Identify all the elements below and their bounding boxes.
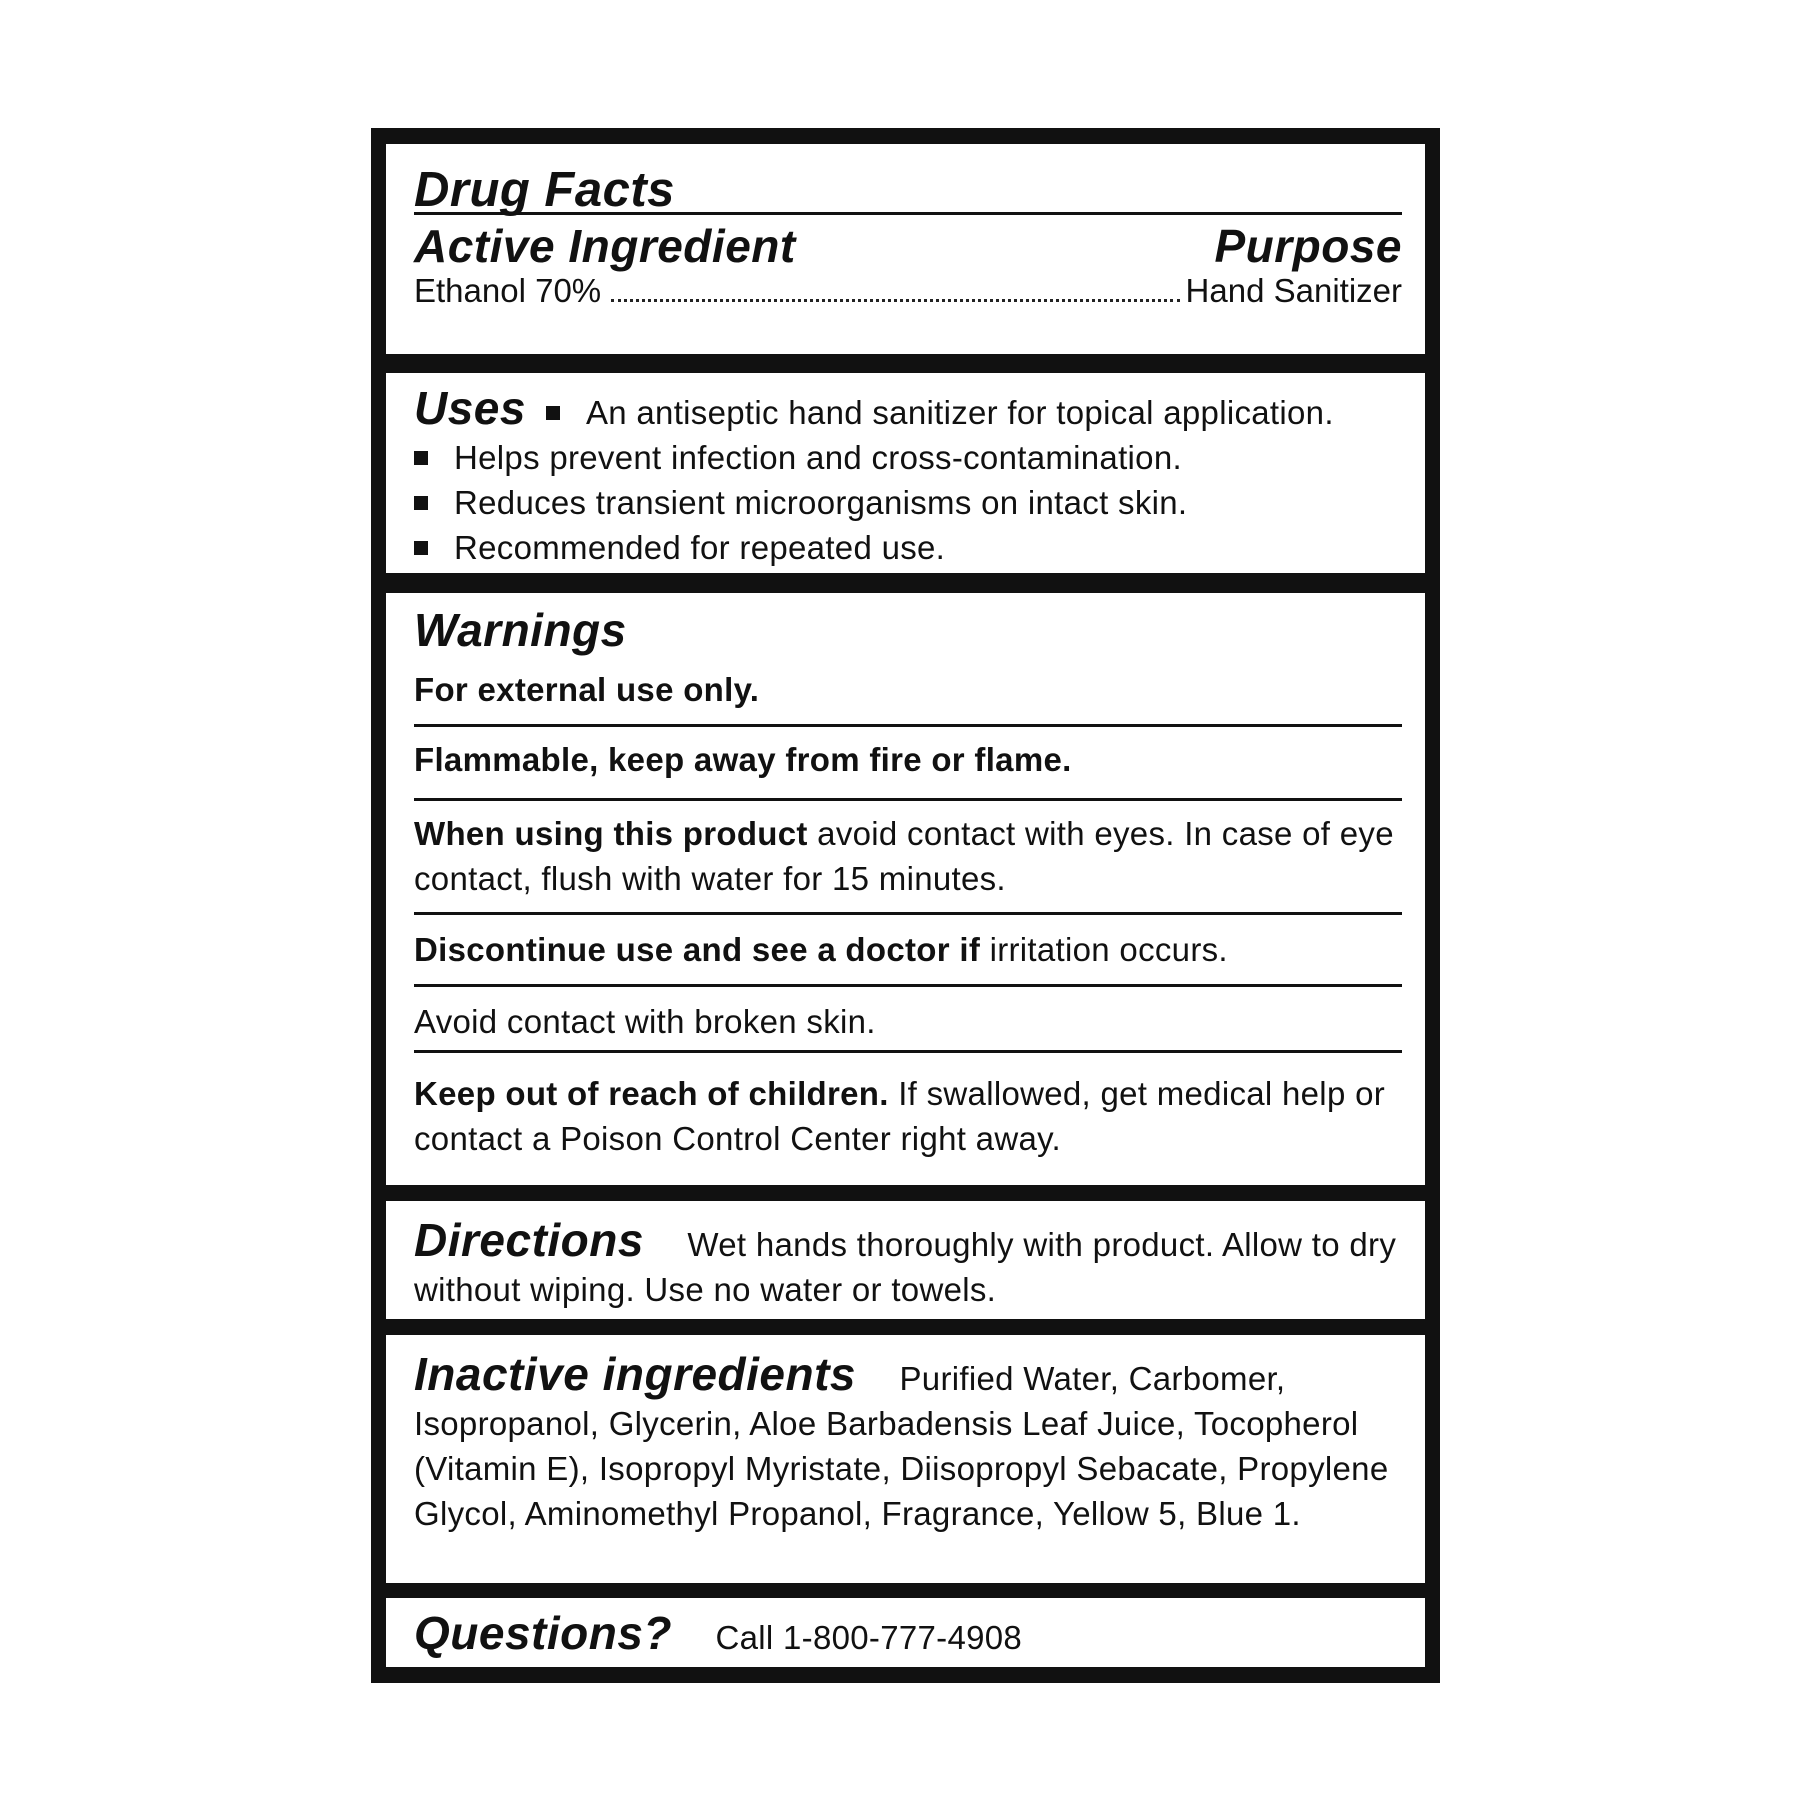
warning-flammable: Flammable, keep away from fire or flame. xyxy=(414,727,1402,801)
uses-item: Recommended for repeated use. xyxy=(454,529,946,566)
dot-leader xyxy=(611,299,1179,302)
ingredient-purpose: Hand Sanitizer xyxy=(1185,272,1402,309)
uses-heading: Uses xyxy=(414,382,526,434)
uses-list-item xyxy=(414,525,1402,570)
directions-text: Wet hands thoroughly with product. Allow to dry without wiping. Use no water or towels. xyxy=(414,1226,1397,1308)
bullet-icon xyxy=(414,496,428,510)
uses-panel xyxy=(386,373,1425,573)
bullet-icon xyxy=(546,406,560,420)
warnings-title-block xyxy=(414,593,1402,667)
drug-facts-title: Drug Facts xyxy=(414,163,675,217)
bullet-icon xyxy=(414,541,428,555)
ingredient-row xyxy=(414,271,1402,311)
uses-item: An antiseptic hand sanitizer for topical application. xyxy=(585,394,1334,431)
questions-heading: Questions? xyxy=(414,1607,673,1659)
discontinue-text: irritation occurs. xyxy=(989,931,1228,968)
inactive-heading: Inactive ingredients xyxy=(414,1348,857,1400)
directions-heading: Directions xyxy=(414,1214,644,1266)
bullet-icon xyxy=(414,451,428,465)
warning-children xyxy=(414,1053,1402,1161)
warning-external: For external use only. xyxy=(414,667,1402,727)
warning-discontinue xyxy=(414,915,1402,987)
warning-broken-skin: Avoid contact with broken skin. xyxy=(414,987,1402,1053)
directions-panel xyxy=(386,1201,1425,1319)
active-ingredient-panel xyxy=(386,144,1425,354)
when-using-label: When using this product xyxy=(414,815,808,852)
inactive-text: Purified Water, Carbomer, Isopropanol, Glycerin, Aloe Barbadensis Leaf Juice, Tocopherol (Vitamin E), Isopropyl Myristate, Diisopropyl Sebacate, Propylene Glycol, Aminomethyl Propanol, Fragrance, Yellow 5, Blue 1. xyxy=(414,1360,1389,1532)
keep-out-text: If swallowed, get medical help or contact a Poison Control Center right away. xyxy=(414,1075,1386,1157)
discontinue-label: Discontinue use and see a doctor if xyxy=(414,931,981,968)
inactive-ingredients-panel xyxy=(386,1335,1425,1583)
active-ingredient-heading: Active Ingredient xyxy=(414,220,796,272)
directions-block xyxy=(414,1201,1402,1312)
warnings-heading: Warnings xyxy=(414,604,627,656)
questions-panel xyxy=(386,1598,1425,1667)
drug-facts-label xyxy=(371,128,1440,1683)
uses-item: Helps prevent infection and cross-contamination. xyxy=(454,439,1182,476)
warning-when-using xyxy=(414,801,1402,915)
uses-list-item xyxy=(414,435,1402,480)
warnings-panel xyxy=(386,593,1425,1185)
keep-out-label: Keep out of reach of children. xyxy=(414,1075,889,1112)
purpose-heading: Purpose xyxy=(1214,220,1402,272)
questions-block xyxy=(414,1598,1402,1660)
uses-item: Reduces transient microorganisms on intact skin. xyxy=(454,484,1188,521)
active-heading-row xyxy=(414,220,1402,272)
uses-list-item xyxy=(414,480,1402,525)
title-block xyxy=(414,144,1402,217)
uses-first-line xyxy=(414,373,1402,435)
ingredient-name: Ethanol 70% xyxy=(414,272,602,309)
when-using-text: avoid contact with eyes. In case of eye contact, flush with water for 15 minutes. xyxy=(414,815,1394,897)
questions-phone: Call 1-800-777-4908 xyxy=(715,1619,1023,1656)
inactive-block xyxy=(414,1335,1402,1536)
